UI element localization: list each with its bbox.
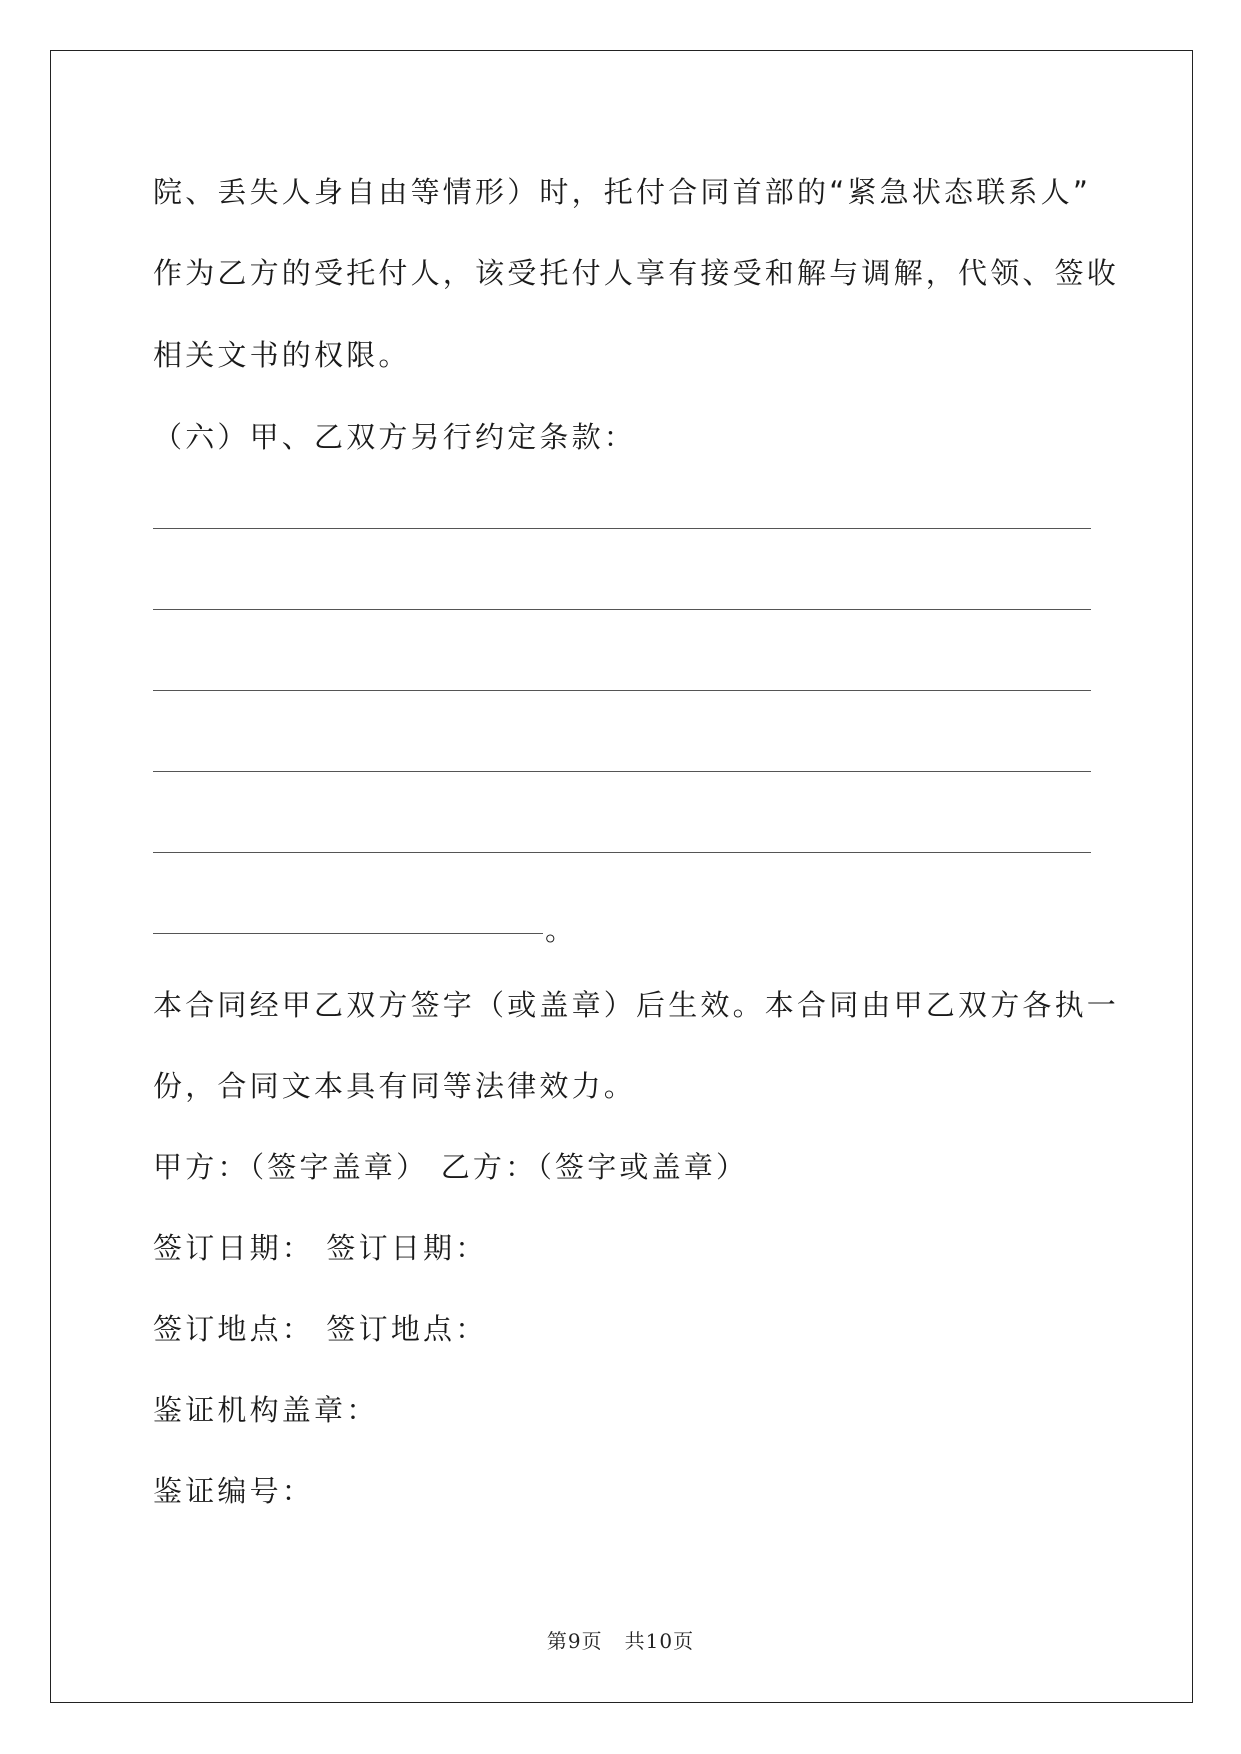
fill-in-line	[153, 852, 1091, 853]
section-heading: （六）甲、乙双方另行约定条款：	[153, 420, 637, 454]
fill-in-line	[153, 528, 1091, 529]
signing-date-line: 签订日期： 签订日期：	[153, 1231, 488, 1265]
fill-in-line-short	[153, 933, 543, 934]
signing-place-line: 签订地点： 签订地点：	[153, 1312, 488, 1346]
paragraph-line: 作为乙方的受托付人，该受托付人享有接受和解与调解，代领、签收	[153, 256, 1120, 290]
page-total: 共10页	[624, 1629, 695, 1653]
notary-seal-line: 鉴证机构盖章：	[153, 1393, 379, 1427]
fill-in-end-mark: 。	[545, 913, 575, 947]
party-signature-line: 甲方：（签字盖章） 乙方：（签字或盖章）	[153, 1150, 749, 1184]
fill-in-line	[153, 771, 1091, 772]
page-number: 第9页	[546, 1629, 603, 1653]
paragraph-line: 相关文书的权限。	[153, 338, 411, 372]
page-footer	[0, 1625, 1241, 1654]
closing-line: 本合同经甲乙双方签字（或盖章）后生效。本合同由甲乙双方各执一	[153, 988, 1120, 1022]
page-border	[50, 50, 1193, 1703]
fill-in-line	[153, 690, 1091, 691]
paragraph-line: 院、丢失人身自由等情形）时，托付合同首部的“紧急状态联系人”	[153, 175, 1092, 209]
fill-in-line	[153, 609, 1091, 610]
notary-number-line: 鉴证编号：	[153, 1474, 315, 1508]
closing-line: 份，合同文本具有同等法律效力。	[153, 1069, 637, 1103]
